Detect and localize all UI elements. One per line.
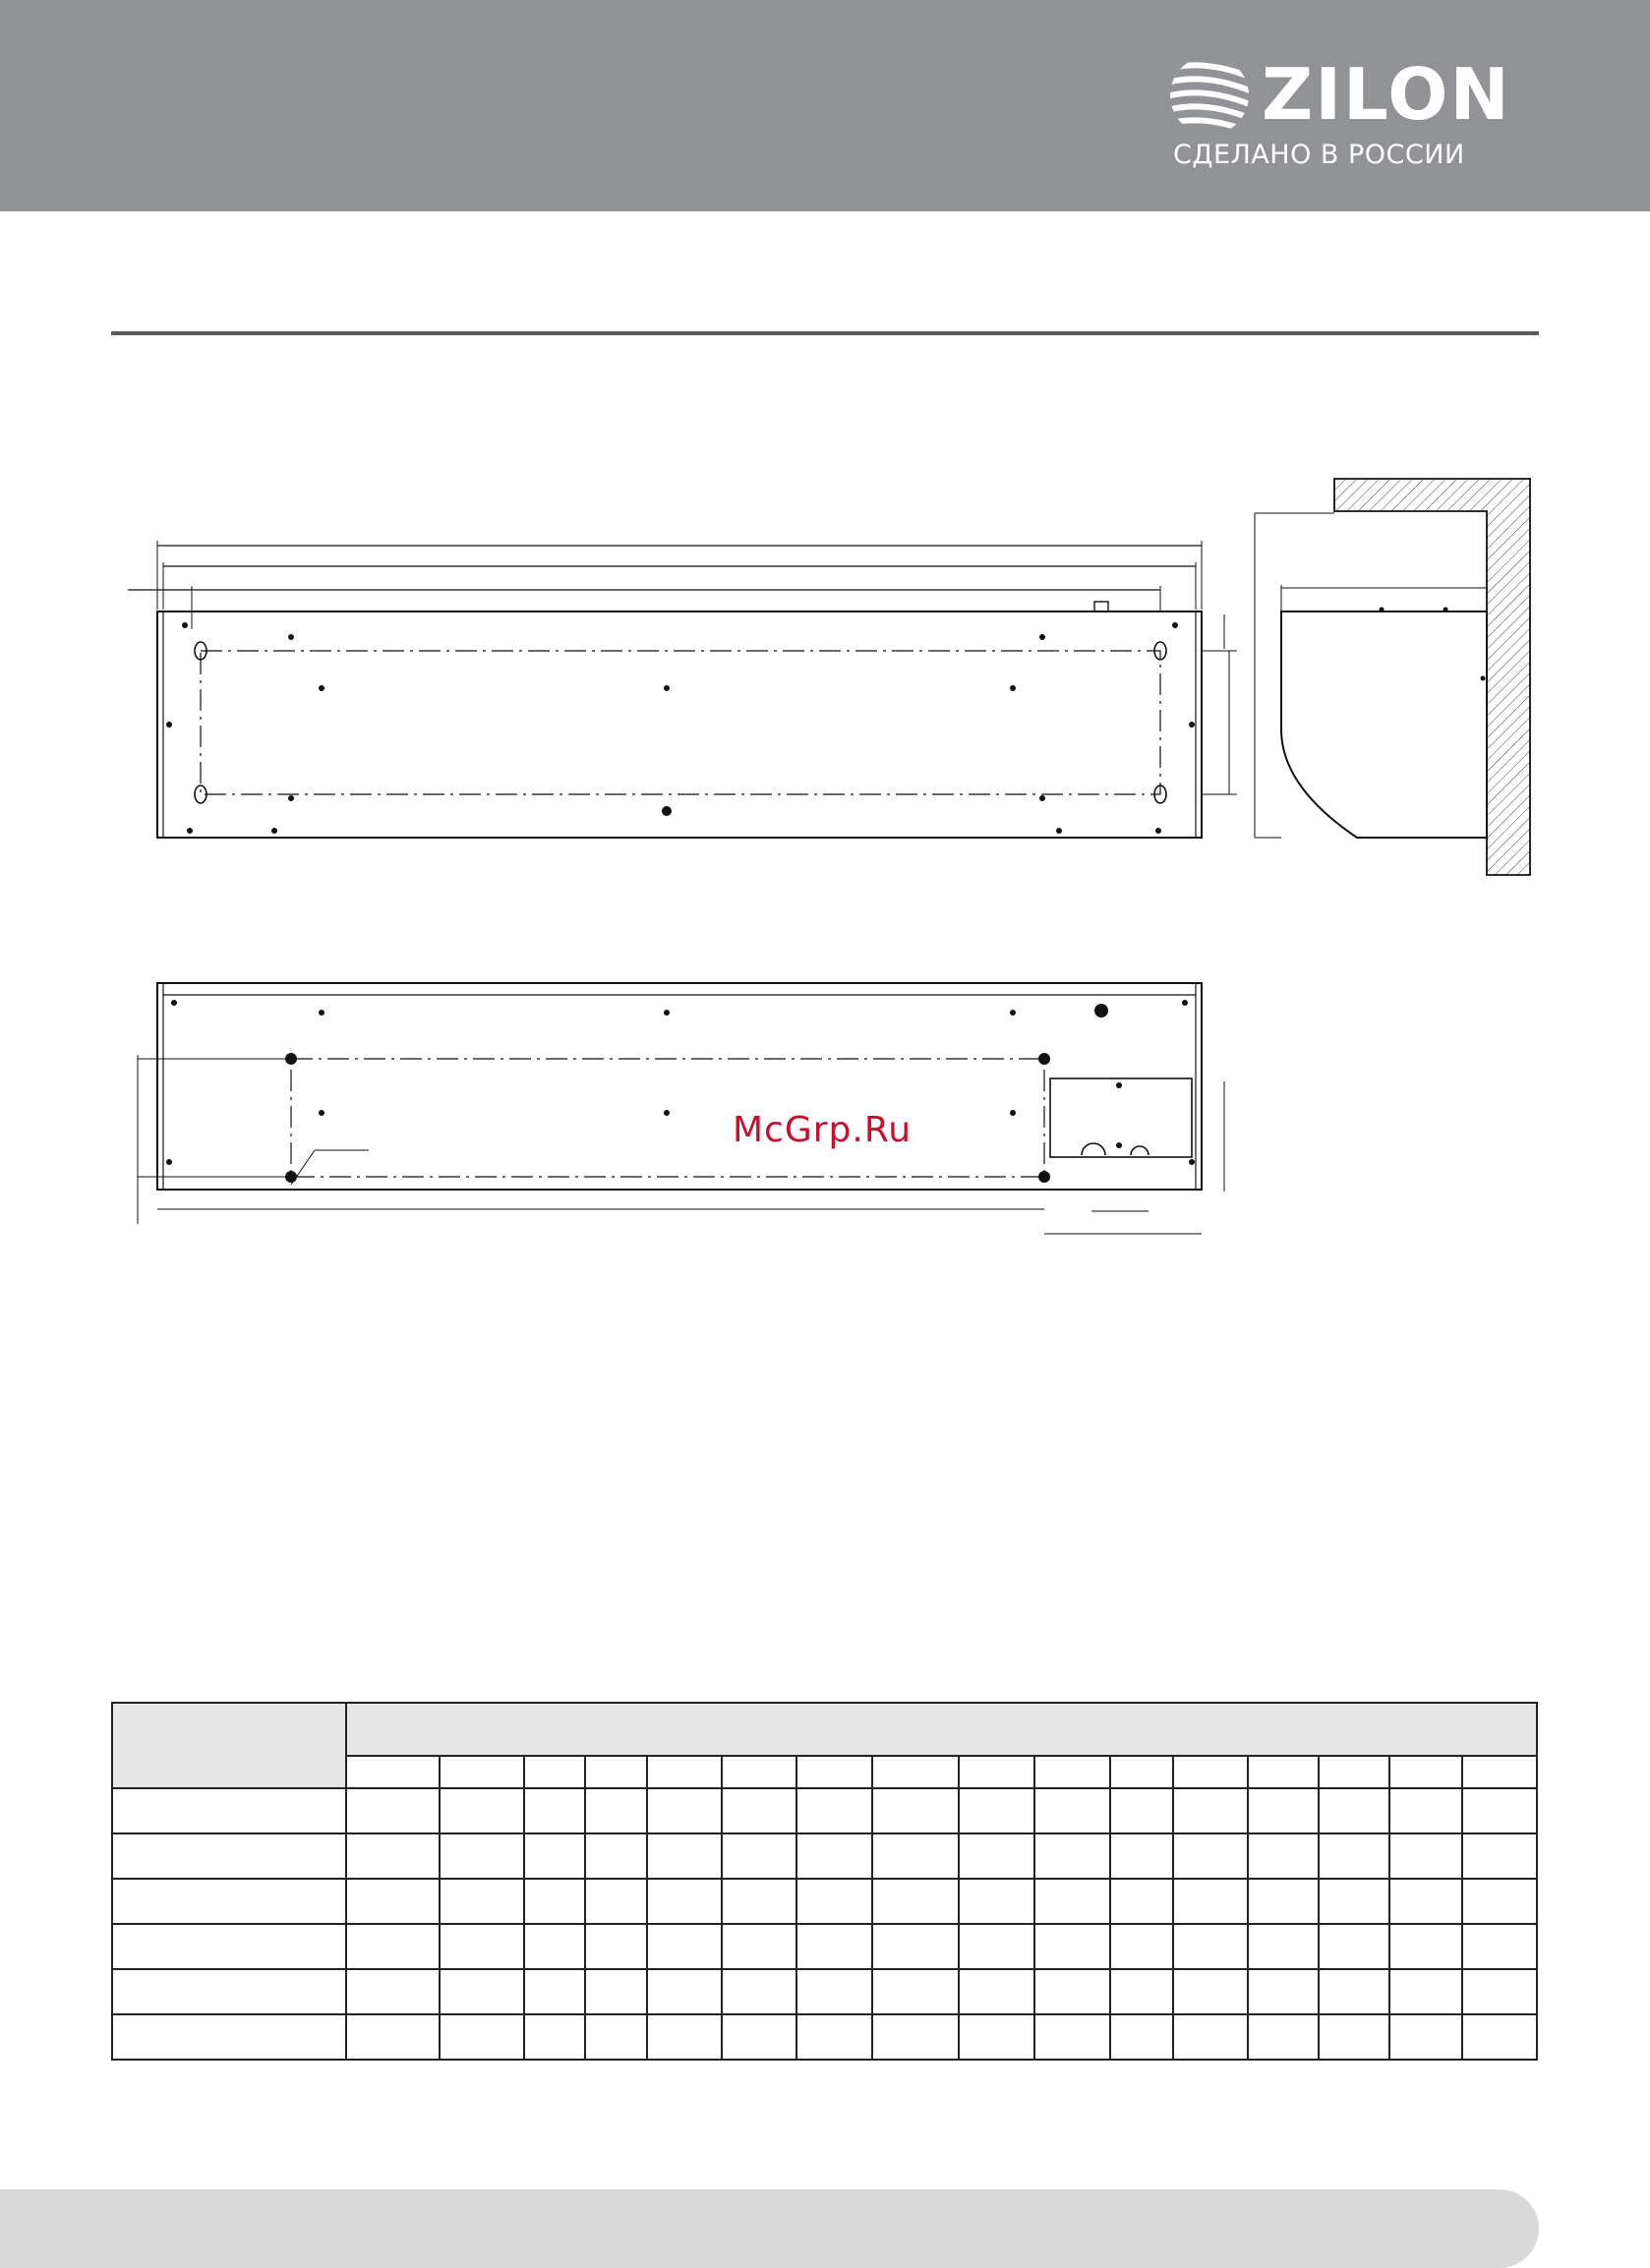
brand-tagline: СДЕЛАНО В РОССИИ [1173, 140, 1465, 170]
front-view [128, 541, 1237, 838]
watermark: McGrp.Ru [733, 1110, 913, 1150]
specifications-table [111, 1702, 1538, 2061]
table-row [112, 1924, 1537, 1969]
rear-view-screws [166, 1000, 1195, 1183]
table-row [112, 1833, 1537, 1879]
table-header-row [112, 1703, 1537, 1756]
rear-view [138, 983, 1224, 1234]
table-row [112, 2014, 1537, 2060]
table-corner-cell [112, 1703, 346, 1788]
table-row [112, 1788, 1537, 1833]
footer-band [0, 2189, 1539, 2268]
front-view-screws [166, 622, 1195, 834]
table-row [112, 1969, 1537, 2014]
table-row [112, 1879, 1537, 1924]
side-view-wall-mount [1255, 479, 1530, 875]
brand-name: ZILON [1262, 53, 1511, 136]
table-group-header [346, 1703, 1537, 1756]
